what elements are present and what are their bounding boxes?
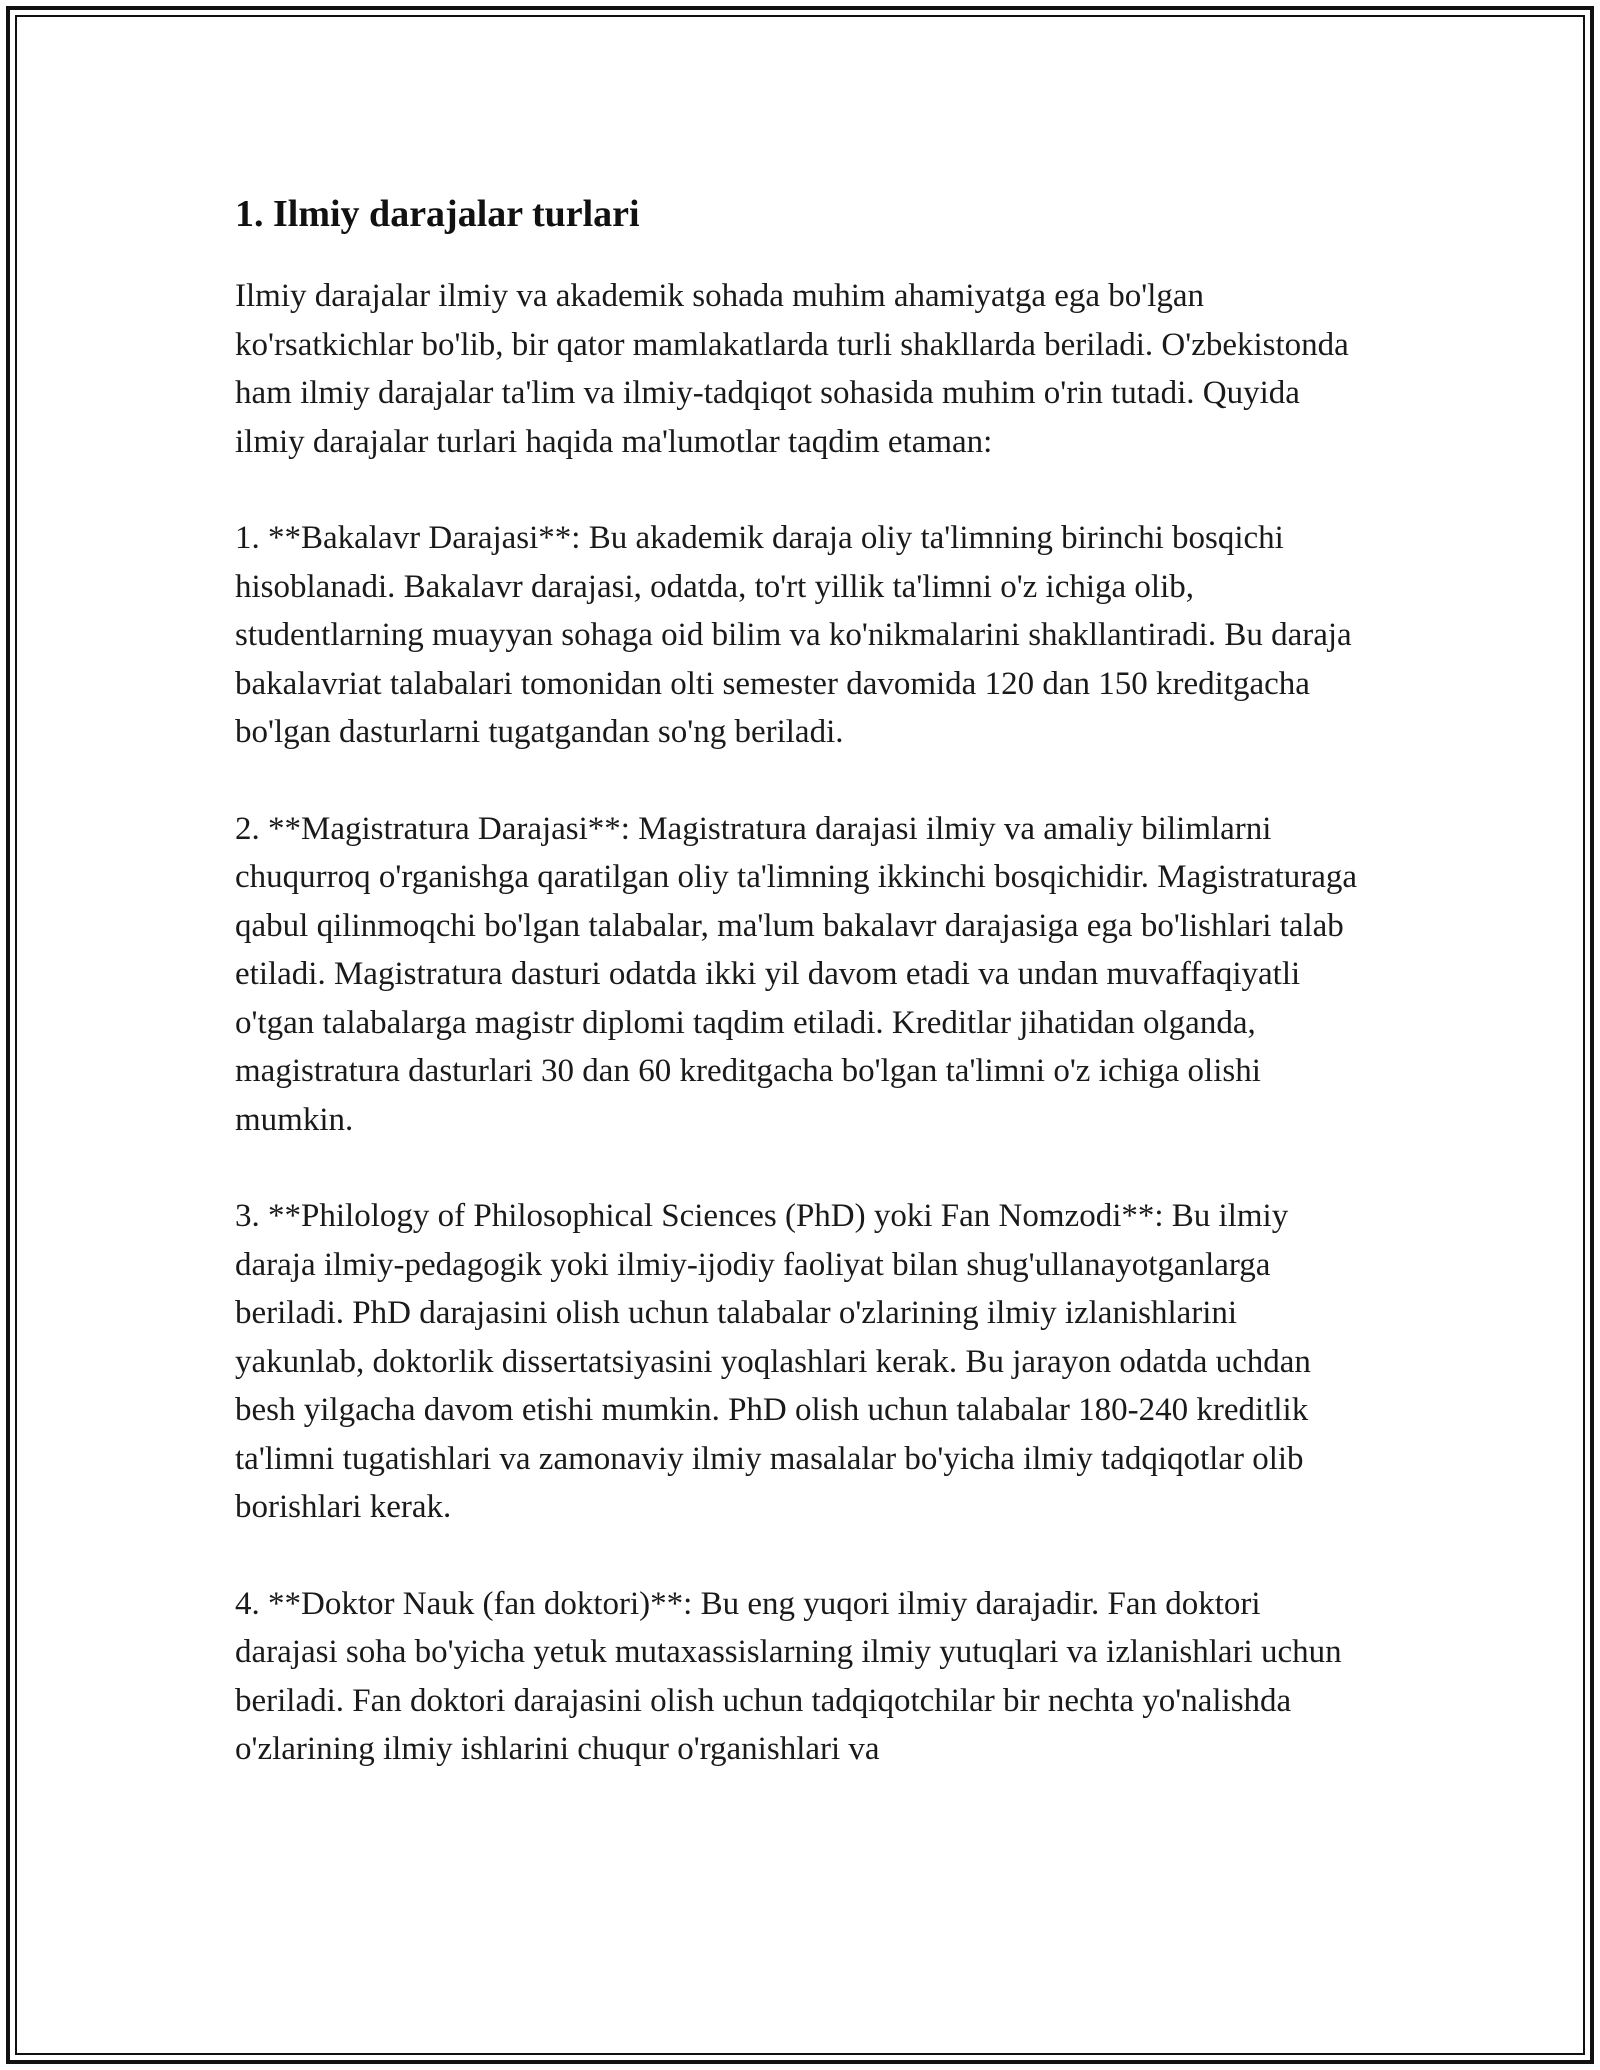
master-degree-paragraph: 2. **Magistratura Darajasi**: Magistratura darajasi ilmiy va amaliy bilimlarni chuqurroq o'rganishga qaratilgan oliy ta'limning ikkinchi bosqichidir. Magistraturaga qabul qilinmoqchi bo'lgan talabalar, ma'lum bakalavr darajasiga ega bo'lishlari talab etiladi. Magistratura dasturi odatda ikki yil davom etadi va undan muvaffaqiyatli o'tgan talabalarga magistr diplomi taqdim etiladi. Kreditlar jihatidan olganda, magistratura dasturlari 30 dan 60 kreditgacha bo'lgan ta'limni o'z ichiga olishi mumkin.	[235, 810, 1358, 1138]
bachelor-degree-paragraph: 1. **Bakalavr Darajasi**: Bu akademik daraja oliy ta'limning birinchi bosqichi hisoblanadi. Bakalavr darajasi, odatda, to'rt yillik ta'limni o'z ichiga olib, studentlarning muayyan sohaga oid bilim va ko'nikmalarini shakllantiradi. Bu daraja bakalavriat talabalari tomonidan olti semester davomida 120 dan 150 kreditgacha bo'lgan dasturlarni tugatgandan so'ng beriladi.	[235, 520, 1352, 750]
section-heading: 1. Ilmiy darajalar turlari	[235, 193, 640, 235]
phd-degree-paragraph: 3. **Philology of Philosophical Sciences (PhD) yoki Fan Nomzodi**: Bu ilmiy daraja ilmiy-pedagogik yoki ilmiy-ijodiy faoliyat bilan shug'ullanayotganlarga beriladi. PhD darajasini olish uchun talabalar o'zlarining ilmiy izlanishlarini yakunlab, doktorlik dissertatsiyasini yoqlashlari kerak. Bu jarayon odatda uchdan besh yilgacha davom etishi mumkin. PhD olish uchun talabalar 180-240 kreditlik ta'limni tugatishlari va zamonaviy ilmiy masalalar bo'yicha ilmiy tadqiqotlar olib borishlari kerak.	[235, 1198, 1311, 1525]
doctor-degree-paragraph: 4. **Doktor Nauk (fan doktori)**: Bu eng yuqori ilmiy darajadir. Fan doktori darajasi soha bo'yicha yetuk mutaxassislarning ilmiy yutuqlari va izlanishlari uchun beriladi. Fan doktori darajasini olish uchun tadqiqotchilar bir nechta yo'nalishda o'zlarining ilmiy ishlarini chuqur o'rganishlari va	[235, 1585, 1342, 1767]
intro-paragraph: Ilmiy darajalar ilmiy va akademik sohada muhim ahamiyatga ega bo'lgan ko'rsatkichlar bo'lib, bir qator mamlakatlarda turli shakllarda beriladi. O'zbekistonda ham ilmiy darajalar ta'lim va ilmiy-tadqiqot sohasida muhim o'rin tutadi. Quyida ilmiy darajalar turlari haqida ma'lumotlar taqdim etaman:	[235, 278, 1349, 460]
document-body	[235, 188, 1365, 1822]
